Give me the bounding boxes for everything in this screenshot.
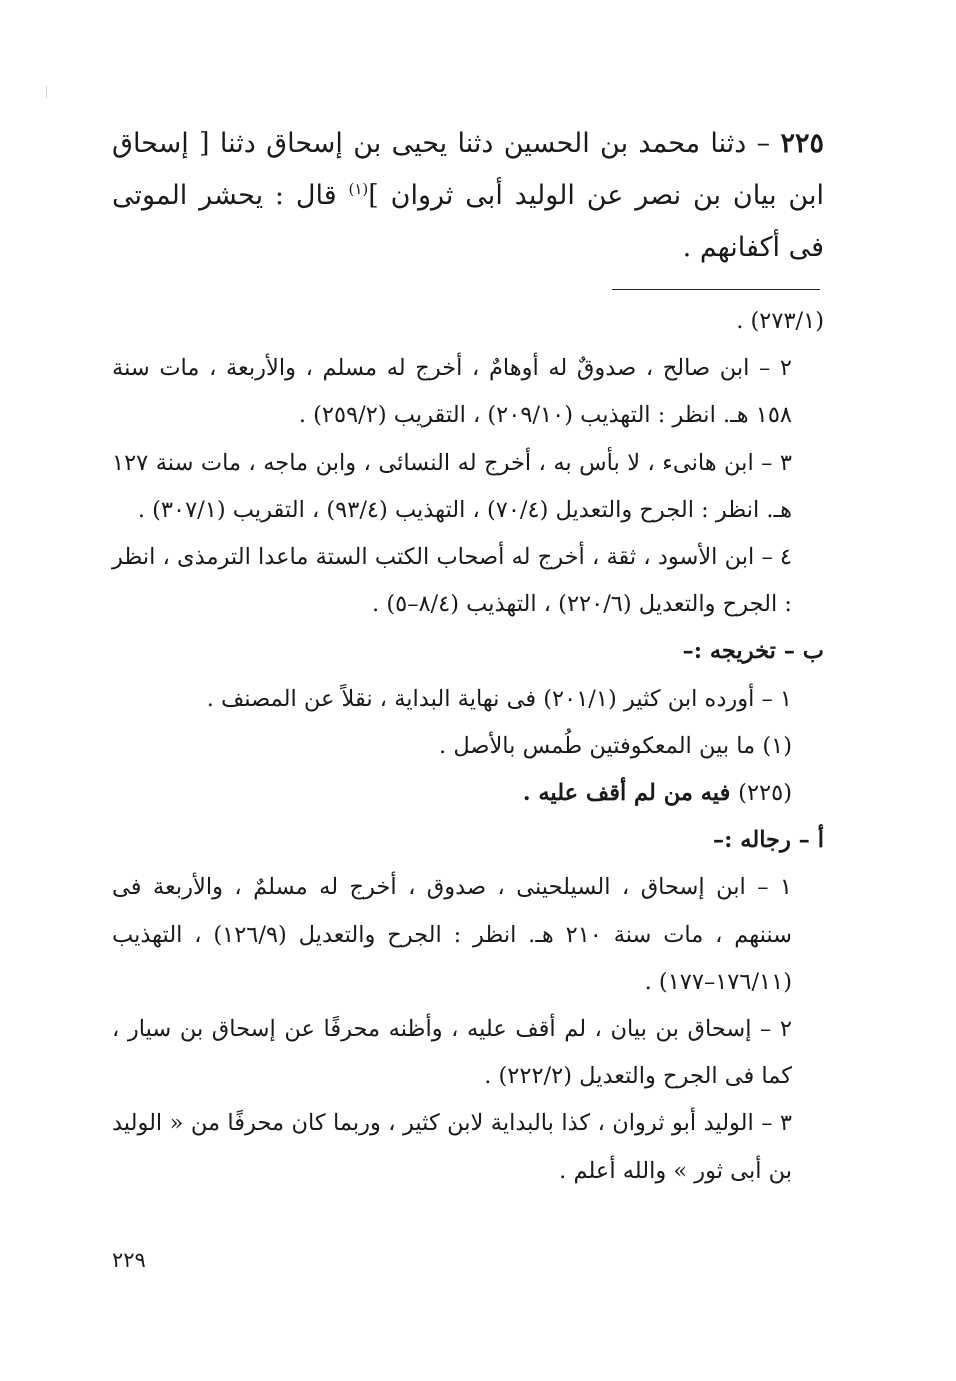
footnote-divider	[612, 289, 820, 290]
footnote-1: (١) ما بين المعكوفتين طُمس بالأصل .	[439, 732, 792, 759]
narrators-heading: أ – رجاله :–	[712, 827, 824, 854]
page-number: ٢٢٩	[112, 1248, 146, 1272]
hadith-matn: قال : يحشر الموتى فى أكفانهم .	[112, 180, 824, 263]
takhrij-item-1: ١ – أورده ابن كثير (٢٠١/١) فى نهاية البداية ، نقلاً عن المصنف .	[206, 685, 792, 712]
footnote-reference: (١)	[348, 180, 369, 198]
note-narrator-3: ٣ – ابن هانىء ، لا بأس به ، أخرج له النسائى ، وابن ماجه ، مات سنة ١٢٧ هـ. انظر : الجرح والتعديل (٧٠/٤) ، التهذيب (٩٣/٤) ، التقريب (٣٠٧/١) .	[112, 449, 792, 523]
note-narrator-2: ٢ – ابن صالح ، صدوقٌ له أوهامٌ ، أخرج له مسلم ، والأربعة ، مات سنة ١٥٨ هـ. انظر : التهذيب (٢٠٩/١٠) ، التقريب (٢٥٩/٢) .	[112, 355, 792, 429]
note-narrator-4: ٤ – ابن الأسود ، ثقة ، أخرج له أصحاب الكتب الستة ماعدا الترمذى ، انظر : الجرح والتعديل (٢٢٠/٦) ، التهذيب (٨/٤–٥) .	[112, 544, 792, 618]
margin-mark	[46, 86, 47, 98]
takhrij-heading: ب – تخريجه :–	[682, 638, 824, 665]
narrator-item-3: ٣ – الوليد أبو ثروان ، كذا بالبداية لابن كثير ، وربما كان محرفًا من « الوليد بن أبى ثور » والله أعلم .	[112, 1110, 792, 1184]
hadith-number: ٢٢٥	[780, 128, 824, 159]
narrator-item-2: ٢ – إسحاق بن بيان ، لم أقف عليه ، وأظنه محرفًا عن إسحاق بن سيار ، كما فى الجرح والتعديل (٢٢٢/٢) .	[112, 1016, 792, 1090]
hadith-225-judgment-text: فيه من لم أقف عليه .	[522, 780, 739, 807]
hadith-dash: –	[746, 128, 781, 159]
narrator-item-1: ١ – ابن إسحاق ، السيلحينى ، صدوق ، أخرج له مسلمٌ ، والأربعة فى سننهم ، مات سنة ٢١٠ هـ. انظر : الجرح والتعديل (١٢٦/٩) ، التهذيب (١٧٦/١١–١٧٧) .	[112, 874, 792, 995]
hadith-225-judgment	[112, 770, 824, 817]
hadith-isnad: دثنا محمد بن الحسين دثنا يحيى بن إسحاق دثنا [ إسحاق ابن بيان بن نصر عن الوليد أبى ثروان ]	[112, 128, 824, 211]
note-continuation: (٢٧٣/١) .	[736, 308, 824, 334]
hadith-225-number: (٢٢٥)	[738, 780, 792, 807]
notes-section	[112, 298, 824, 1195]
hadith-main-text	[112, 118, 824, 274]
